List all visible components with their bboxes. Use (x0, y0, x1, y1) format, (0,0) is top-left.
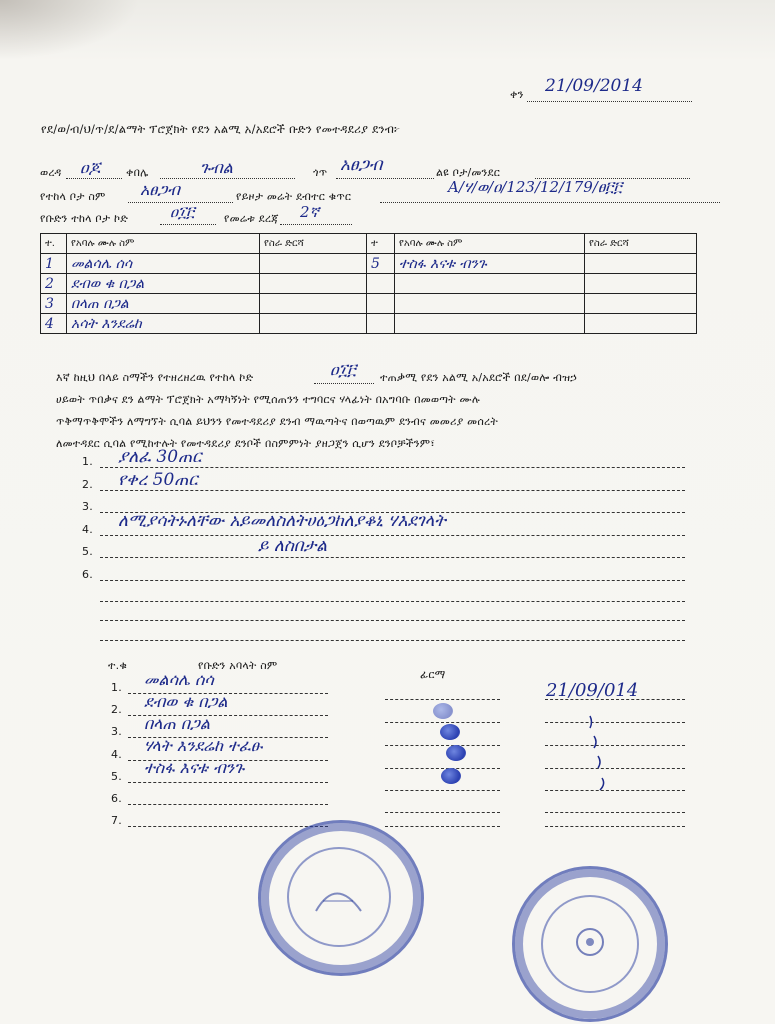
rule-text: ይ ለስበታል (258, 536, 328, 556)
signature-member-name: ደብወ ቁ በጋል (144, 692, 228, 711)
page-shadow (0, 0, 140, 60)
signature-member-name: ሃላት እንደሬከ ተፈፁ (144, 736, 263, 755)
member-role (260, 254, 367, 274)
signature-name-line (128, 826, 328, 827)
member-role-2 (585, 294, 697, 314)
signature-date: 21/09/014 (546, 680, 639, 701)
member-name-2: ተስፋ እናቱ ብንጉ (395, 254, 585, 274)
signature-date-line (545, 826, 685, 827)
col-member-name-2: የአባሉ ሙሉ ስም (395, 234, 585, 254)
member-role (260, 314, 367, 334)
signature-date-line (545, 812, 685, 813)
member-name: በላጠ በጋል (67, 294, 260, 314)
signature-number: 6. (111, 792, 122, 805)
signature-number: 1. (111, 681, 122, 694)
member-role-2 (585, 254, 697, 274)
group-code-line (160, 224, 216, 225)
row-number-2: 5 (367, 254, 395, 274)
member-name: አሳት እንደሬከ (67, 314, 260, 334)
kebele-label: ቀበሌ (126, 166, 149, 179)
fingerprint-mark (433, 703, 453, 719)
table-row (41, 274, 697, 294)
rule-text: ለሚያሳትኑለቸው አይመለስለትሀዕጋከለያቆኒ ሃእደገላት (118, 511, 446, 531)
member-role-2 (585, 314, 697, 334)
member-name-2 (395, 274, 585, 294)
col-number: ተ. (41, 234, 67, 254)
date-ditto-marks (580, 712, 620, 802)
rule-number: 4. (82, 523, 93, 536)
land-grade-label: የመሬቱ ደረጃ (224, 212, 279, 225)
group-code-value: ዐ፲፫ (170, 203, 195, 221)
woreda-value: ዐጆ (80, 158, 101, 177)
signature-sign-label: ፊርማ (420, 668, 446, 681)
special-place-label: ልዩ ቦታ/መንደር (436, 166, 501, 179)
signature-name-label: የቡድን አባላት ስም (198, 659, 278, 672)
fingerprint-mark (440, 724, 460, 740)
row-number: 4 (41, 314, 67, 334)
official-stamp-right (512, 866, 668, 1022)
land-grade-line (280, 224, 352, 225)
signature-number: 2. (111, 703, 122, 716)
rule-line (100, 535, 685, 536)
rule-line (100, 580, 685, 581)
official-stamp-left (258, 820, 424, 976)
kebele-value: ጉብል (200, 158, 233, 177)
land-cert-label: የይዞታ መሬት ደብተር ቁጥር (236, 190, 352, 203)
woreda-label: ወረዳ (40, 166, 62, 179)
signature-number: 5. (111, 770, 122, 783)
agreement-line4: ለመተዳደር ሲባል የሚከተሉት የመተዳደሪያ ደንቦች በስምምነት ያዘጋጀን ሲሆን ደንቦቻችንም፣ (56, 437, 435, 450)
document-title: የደ/ወ/ብ/ህ/ጥ/ደ/ልማት ፕሮጀክት የደን አልሚ አ/አደሮች ቡድን የመተዳደሪያ ደንብ፦ (41, 122, 401, 136)
agreement-line2: ሀይወት ጥበቃና ደን ልማት ፕሮጀክት አማካኝነት የሚሰጠንን ተግባርና ሃላፊነት በአግባቡ በመወጣት ሙሉ (56, 393, 480, 406)
col-number-2: ተ (367, 234, 395, 254)
site-name-value: አፀጋብ (140, 180, 180, 199)
row-number-2 (367, 314, 395, 334)
col-member-name: የአባሉ ሙሉ ስም (67, 234, 260, 254)
signature-sign-line (385, 745, 500, 746)
table-row (41, 294, 697, 314)
rule-line (100, 557, 685, 558)
row-number-2 (367, 274, 395, 294)
signature-date-line (545, 699, 685, 700)
fingerprint-mark (441, 768, 461, 784)
date-value: 21/09/2014 (545, 76, 643, 96)
woreda-line (66, 178, 122, 179)
signature-name-line (128, 804, 328, 805)
stamp-emblem-icon (570, 922, 610, 962)
got-line (336, 178, 434, 179)
signature-sign-line (385, 826, 500, 827)
signature-sign-line (385, 722, 500, 723)
member-name: ደብወ ቁ በጋል (67, 274, 260, 294)
signature-number: 7. (111, 814, 122, 827)
stamp-emblem-icon (311, 871, 366, 916)
member-name: መልሳሌ ሰሳ (67, 254, 260, 274)
rule-line (100, 467, 685, 468)
agreement-code-line (314, 383, 374, 384)
agreement-line3: ጥቅማጥቅሞችን ለማግኘት ሲባል ይህንን የመተዳደሪያ ደንብ ማዉጣትና በወጣዉም ደንብና መመሪያ መሰረት (56, 415, 498, 428)
member-role (260, 274, 367, 294)
date-line (527, 101, 692, 102)
got-value: አፀጋብ (340, 155, 383, 175)
rule-text: ያለፈ 30ጠር (118, 447, 202, 467)
rule-text: የቀረ 50ጠር (118, 470, 198, 490)
land-cert-value: A/ሃ/ወ/ዐ/123/12/179/ፀ፫፫ (448, 178, 622, 196)
member-role (260, 294, 367, 314)
rule-line-extra (100, 601, 685, 602)
member-role-2 (585, 274, 697, 294)
rule-number: 2. (82, 478, 93, 491)
signature-number: 4. (111, 748, 122, 761)
rule-number: 1. (82, 455, 93, 468)
row-number-2 (367, 294, 395, 314)
rule-line-extra (100, 620, 685, 621)
signature-sign-line (385, 768, 500, 769)
agreement-part1: እኛ ከዚህ በላይ ስማችን የተዘረዘረዉ የተከላ ኮድ (56, 371, 254, 384)
signature-member-name: ተስፋ እናቱ ብንጉ (144, 758, 245, 777)
member-name-2 (395, 294, 585, 314)
signature-member-name: በላጠ በጋል (144, 714, 211, 733)
rule-number: 6. (82, 568, 93, 581)
rule-number: 3. (82, 500, 93, 513)
row-number: 1 (41, 254, 67, 274)
signature-member-name: መልሳሌ ሰሳ (144, 670, 214, 689)
rule-line-extra (100, 640, 685, 641)
table-header-row (41, 234, 697, 254)
col-role: የስራ ድርሻ (260, 234, 367, 254)
signature-no-label: ተ.ቁ (108, 659, 128, 672)
rule-line (100, 490, 685, 491)
date-label: ቀን (510, 88, 524, 101)
signature-number: 3. (111, 725, 122, 738)
rule-number: 5. (82, 545, 93, 558)
got-label: ጎጥ (313, 166, 328, 179)
members-table (40, 233, 697, 334)
row-number: 3 (41, 294, 67, 314)
group-code-label: የቡድን ተከላ ቦታ ኮድ (40, 212, 129, 225)
table-row (41, 254, 697, 274)
col-role-2: የስራ ድርሻ (585, 234, 697, 254)
table-row (41, 314, 697, 334)
kebele-line (160, 178, 295, 179)
agreement-part2: ተጠቃሚ የደን አልሚ አ/አደሮች በደ/ወሎ ብዝኃ (380, 371, 578, 384)
signature-name-line (128, 782, 328, 783)
land-grade-value: 2ኛ (300, 203, 320, 221)
site-name-label: የተከላ ቦታ ስም (40, 190, 106, 203)
agreement-code-value: ዐ፲፫ (330, 360, 356, 379)
signature-sign-line (385, 812, 500, 813)
member-name-2 (395, 314, 585, 334)
row-number: 2 (41, 274, 67, 294)
signature-sign-line (385, 790, 500, 791)
land-cert-line (380, 202, 720, 203)
signature-sign-line (385, 699, 500, 700)
fingerprint-mark (446, 745, 466, 761)
